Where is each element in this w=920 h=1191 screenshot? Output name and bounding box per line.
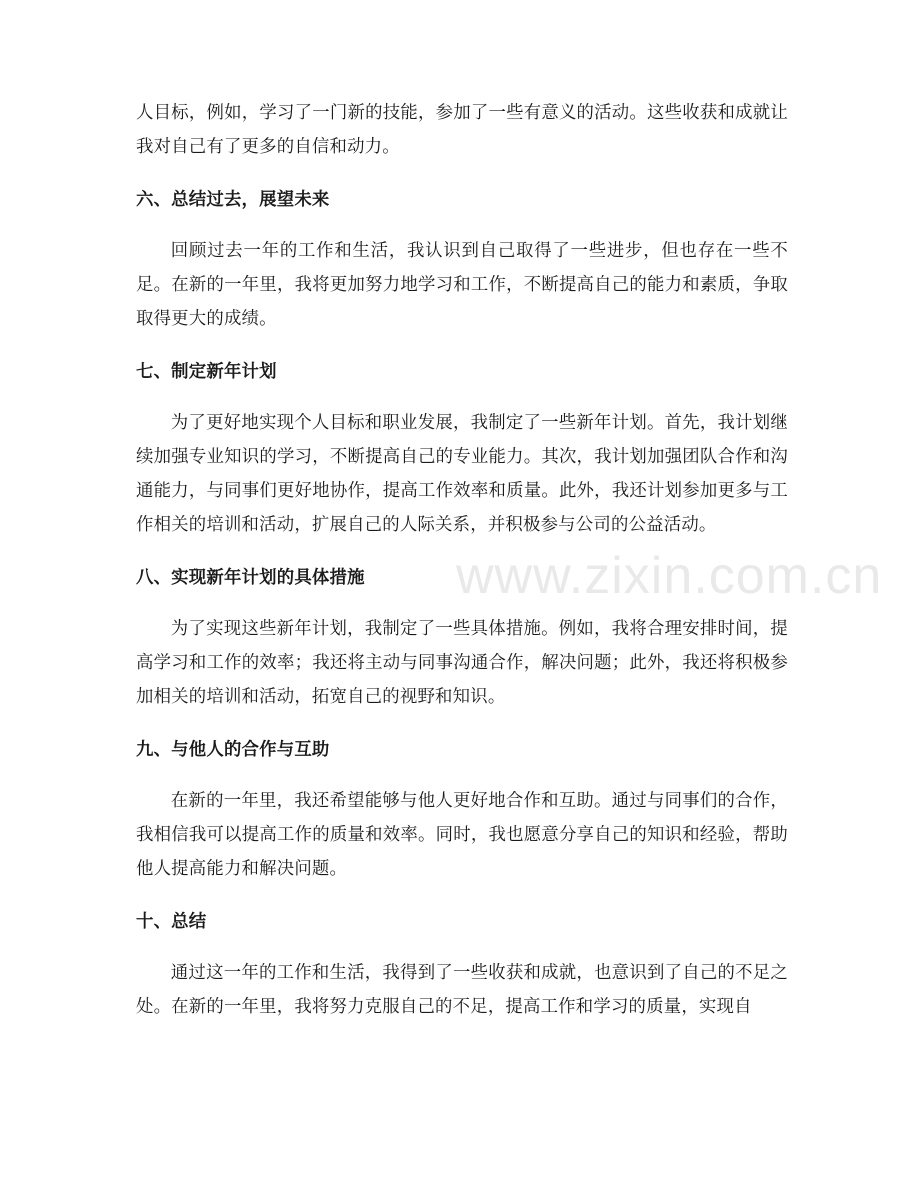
section-heading-10: 十、总结 xyxy=(136,912,207,932)
section-paragraph-6: 回顾过去一年的工作和生活，我认识到自己取得了一些进步，但也存在一些不足。在新的一年里，我将更加努力地学习和工作，不断提高自己的能力和素质，争取取得更大的成绩。 xyxy=(136,241,788,329)
section-paragraph-8: 为了实现这些新年计划，我制定了一些具体措施。例如，我将合理安排时间，提高学习和工作的效率；我还将主动与同事沟通合作，解决问题；此外，我还将积极参加相关的培训和活动，拓宽自己的视野和知识。 xyxy=(136,619,788,707)
section-heading-9: 九、与他人的合作与互助 xyxy=(136,740,330,760)
section-heading-7: 七、制定新年计划 xyxy=(136,362,277,382)
section-heading-6: 六、总结过去，展望未来 xyxy=(136,190,330,210)
section-heading-8: 八、实现新年计划的具体措施 xyxy=(136,568,365,588)
section-paragraph-9: 在新的一年里，我还希望能够与他人更好地合作和互助。通过与同事们的合作，我相信我可以提高工作的质量和效率。同时，我也愿意分享自己的知识和经验，帮助他人提高能力和解决问题。 xyxy=(136,791,788,879)
section-paragraph-10: 通过这一年的工作和生活，我得到了一些收获和成就，也意识到了自己的不足之处。在新的一年里，我将努力克服自己的不足，提高工作和学习的质量，实现自 xyxy=(136,963,788,1017)
document-body xyxy=(136,96,788,1024)
watermark-text: www.zixin.com.cn xyxy=(456,547,883,605)
opening-paragraph: 人目标，例如，学习了一门新的技能，参加了一些有意义的活动。这些收获和成就让我对自己有了更多的自信和动力。 xyxy=(136,103,788,157)
section-paragraph-7: 为了更好地实现个人目标和职业发展，我制定了一些新年计划。首先，我计划继续加强专业知识的学习，不断提高自己的专业能力。其次，我计划加强团队合作和沟通能力，与同事们更好地协作，提高工作效率和质量。此外，我还计划参加更多与工作相关的培训和活动，扩展自己的人际关系，并积极参与公司的公益活动。 xyxy=(136,413,788,535)
